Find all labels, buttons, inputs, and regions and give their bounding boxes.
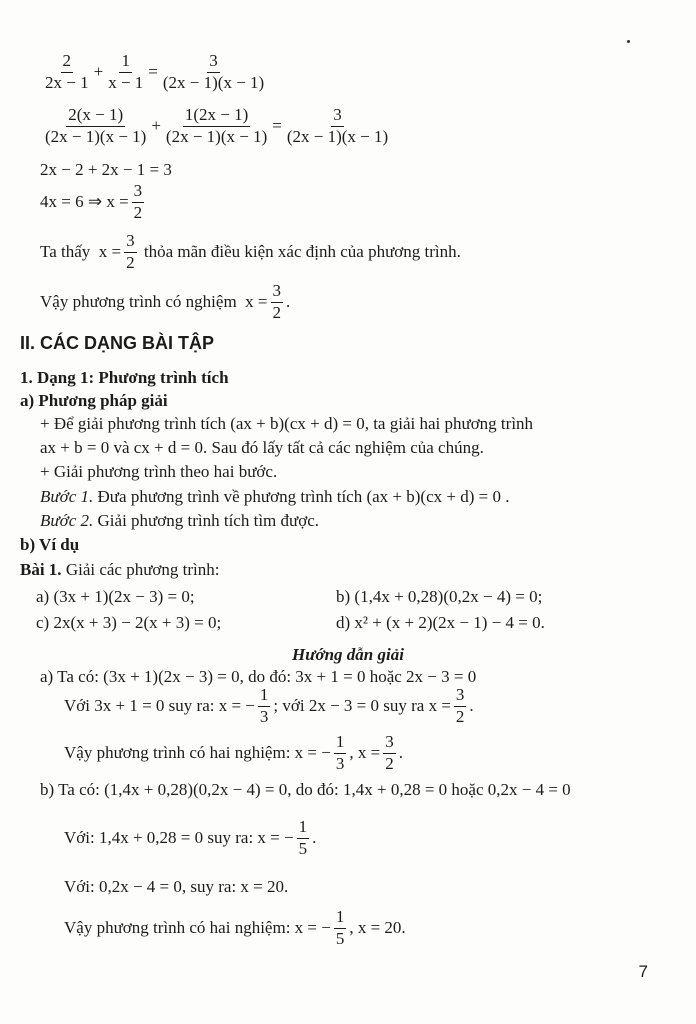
equation-a: a) (3x + 1)(2x − 3) = 0; [36, 587, 195, 606]
fraction: $\frac{1(2x - 1)}{(2x - 1)(x - 1)}$ [165, 105, 268, 146]
fraction: $\frac{3}{(2x - 1)(x - 1)}$ [286, 105, 389, 146]
solution-a-2: Với 3x + 1 = 0 suy ra: x = − $\frac{1}{3}$ ; với 2x − 3 = 0 suy ra x = $\frac{3}{2}$ . [64, 685, 474, 726]
fraction: $\frac{3}{2}$ [385, 732, 394, 773]
method-text-1a: + Để giải phương trình tích (ax + b)(cx + d) = 0, ta giải hai phương trình [40, 414, 534, 433]
fraction: $\frac{1}{5}$ [298, 817, 308, 858]
section-heading: II. CÁC DẠNG BÀI TẬP [20, 333, 215, 353]
equation-line-3: 2x − 2 + 2x − 1 = 3 [40, 160, 172, 179]
solution-a-1: a) Ta có: (3x + 1)(2x − 3) = 0, do đó: 3x + 1 = 0 hoặc 2x − 3 = 0 [40, 667, 477, 686]
method-text-1b: ax + b = 0 và cx + d = 0. Sau đó lấy tất cả các nghiệm của chúng. [40, 438, 484, 457]
check-line: Ta thấy x = $\frac{3}{2}$ thỏa mãn điều kiện xác định của phương trình. [40, 231, 461, 272]
subsection-heading: 1. Dạng 1: Phương trình tích [20, 368, 229, 387]
equation-line-2: $\frac{2(x - 1)}{(2x - 1)(x - 1)}$ + $\frac{1(2x - 1)}{(2x - 1)(x - 1)}$ = $\frac{3}{(2x - 1)(x - 1)}$ [45, 105, 389, 146]
scan-dot [627, 40, 630, 43]
equation-c: c) 2x(x + 3) − 2(x + 3) = 0; [36, 613, 222, 632]
step-2: Bước 2. Giải phương trình tích tìm được. [40, 511, 320, 530]
conclusion-line: Vậy phương trình có nghiệm x = $\frac{3}{2}$ . [40, 281, 291, 322]
fraction: $\frac{3}{2}$ [126, 231, 135, 272]
solution-b-4: Vậy phương trình có hai nghiệm: x = − $\frac{1}{5}$ , x = 20. [64, 907, 406, 948]
method-text-2: + Giải phương trình theo hai bước. [40, 462, 278, 481]
fraction: $\frac{3}{(2x - 1)(x - 1)}$ [162, 51, 265, 92]
equation-b: b) (1,4x + 0,28)(0,2x − 4) = 0; [336, 587, 543, 606]
fraction: $\frac{3}{2}$ [455, 685, 465, 726]
equation-line-4: 4x = 6 ⇒ x = $\frac{3}{2}$ [40, 181, 143, 222]
example-heading: b) Ví dụ [20, 535, 80, 554]
solution-b-2: Với: 1,4x + 0,28 = 0 suy ra: x = − $\frac{1}{5}$ . [64, 817, 317, 858]
equation-d: d) x² + (x + 2)(2x − 1) − 4 = 0. [336, 613, 545, 632]
fraction: $\frac{1}{x - 1}$ [108, 51, 144, 92]
fraction: $\frac{2}{2x - 1}$ [45, 51, 89, 92]
solution-b-3: Với: 0,2x − 4 = 0, suy ra: x = 20. [64, 877, 289, 896]
equation-line-1: $\frac{2}{2x - 1}$ + $\frac{1}{x - 1}$ = $\frac{3}{(2x - 1)(x - 1)}$ [45, 51, 265, 92]
fraction: $\frac{1}{3}$ [335, 732, 345, 773]
solution-a-3: Vậy phương trình có hai nghiệm: x = − $\frac{1}{3}$ , x = $\frac{3}{2}$ . [64, 732, 403, 773]
exercise-1: Bài 1. Giải các phương trình: [20, 560, 220, 579]
fraction: $\frac{2(x - 1)}{(2x - 1)(x - 1)}$ [45, 105, 147, 146]
step-1: Bước 1. Đưa phương trình về phương trình tích (ax + b)(cx + d) = 0 . [40, 487, 510, 506]
fraction: $\frac{3}{2}$ [133, 181, 143, 222]
fraction: $\frac{3}{2}$ [272, 281, 282, 322]
page-number: 7 [638, 962, 648, 981]
method-heading: a) Phương pháp giải [20, 391, 168, 410]
solution-heading: Hướng dẫn giải [292, 645, 404, 664]
solution-b-1: b) Ta có: (1,4x + 0,28)(0,2x − 4) = 0, do đó: 1,4x + 0,28 = 0 hoặc 0,2x − 4 = 0 [40, 780, 571, 799]
fraction: $\frac{1}{5}$ [335, 907, 345, 948]
fraction: $\frac{1}{3}$ [259, 685, 269, 726]
